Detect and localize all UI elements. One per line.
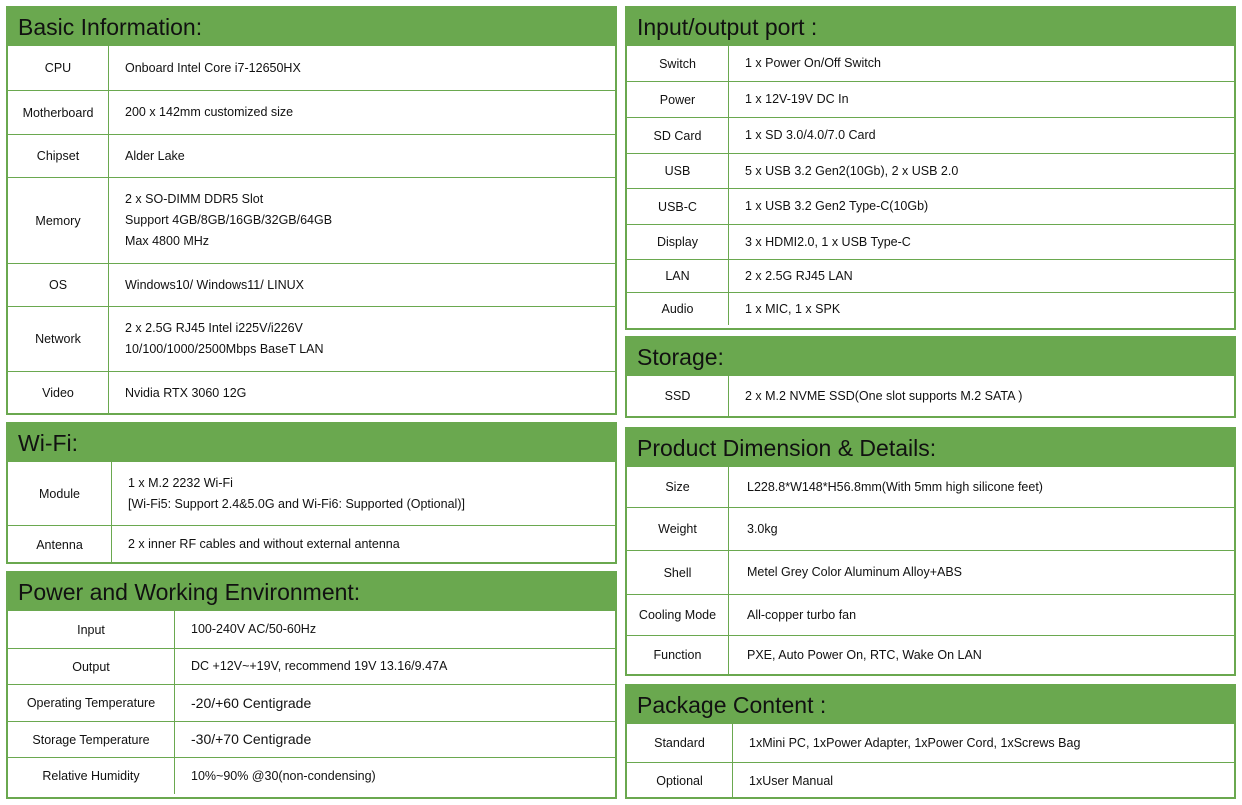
spec-row <box>627 467 1234 507</box>
wifi-title: Wi-Fi: <box>8 424 615 462</box>
spec-value-line: [Wi-Fi5: Support 2.4&5.0G and Wi-Fi6: Supported (Optional)] <box>128 496 465 511</box>
spec-row <box>8 611 615 648</box>
spec-row <box>627 550 1234 594</box>
spec-value <box>733 763 1234 799</box>
spec-label: Shell <box>627 551 729 594</box>
spec-label: Power <box>627 82 729 117</box>
product-dimension-section <box>625 427 1236 676</box>
spec-row <box>8 134 615 177</box>
spec-value <box>733 724 1234 762</box>
spec-value <box>729 636 1234 674</box>
spec-row <box>8 46 615 90</box>
spec-value <box>729 467 1234 507</box>
spec-value-line: Windows10/ Windows11/ LINUX <box>125 277 305 292</box>
spec-value-line: 1xUser Manual <box>749 773 834 788</box>
basic-information-title: Basic Information: <box>8 8 615 46</box>
spec-row <box>8 263 615 306</box>
spec-row <box>8 90 615 134</box>
spec-value <box>109 135 615 177</box>
spec-row <box>8 648 615 684</box>
storage-title: Storage: <box>627 338 1234 376</box>
spec-label: SSD <box>627 376 729 416</box>
package-content-table <box>627 724 1234 799</box>
spec-value <box>109 264 615 306</box>
spec-label: Function <box>627 636 729 674</box>
basic-information-table <box>8 46 615 414</box>
spec-value <box>729 260 1234 292</box>
spec-row <box>627 635 1234 674</box>
spec-label: Storage Temperature <box>8 722 175 757</box>
spec-value <box>729 595 1234 635</box>
spec-value-line: 10%~90% @30(non-condensing) <box>191 768 376 783</box>
spec-value-line: 2 x 2.5G RJ45 Intel i225V/i226V <box>125 321 303 335</box>
package-content-section <box>625 684 1236 799</box>
spec-value-line: PXE, Auto Power On, RTC, Wake On LAN <box>747 647 982 662</box>
spec-value-line: L228.8*W148*H56.8mm(With 5mm high silicone feet) <box>747 479 1043 494</box>
product-dimension-title: Product Dimension & Details: <box>627 429 1234 467</box>
spec-value-line: 2 x inner RF cables and without external antenna <box>128 537 400 551</box>
spec-label: Memory <box>8 178 109 263</box>
spec-label: Display <box>627 225 729 259</box>
spec-value <box>109 46 615 90</box>
spec-value-line: 3.0kg <box>747 521 778 536</box>
spec-value <box>175 758 615 794</box>
spec-label: Size <box>627 467 729 507</box>
spec-row <box>8 371 615 414</box>
wifi-table <box>8 462 615 563</box>
power-environment-section <box>6 571 617 799</box>
spec-row <box>627 188 1234 224</box>
power-environment-title: Power and Working Environment: <box>8 573 615 611</box>
spec-label: Audio <box>627 293 729 325</box>
spec-value-line: 1 x MIC, 1 x SPK <box>745 301 841 316</box>
spec-value-line: All-copper turbo fan <box>747 607 857 622</box>
spec-value-line: 10/100/1000/2500Mbps BaseT LAN <box>125 342 324 356</box>
spec-label: Motherboard <box>8 91 109 134</box>
spec-label: Standard <box>627 724 733 762</box>
spec-row <box>627 81 1234 117</box>
spec-row <box>8 306 615 371</box>
package-content-title: Package Content : <box>627 686 1234 724</box>
spec-label: Module <box>8 462 112 525</box>
spec-value-line: Alder Lake <box>125 148 185 163</box>
spec-value-line: Metel Grey Color Aluminum Alloy+ABS <box>747 565 963 579</box>
spec-label: Cooling Mode <box>627 595 729 635</box>
spec-row <box>627 117 1234 153</box>
wifi-section <box>6 422 617 564</box>
spec-row <box>627 594 1234 635</box>
io-port-section <box>625 6 1236 330</box>
spec-value <box>729 508 1234 550</box>
spec-value-line: 2 x 2.5G RJ45 LAN <box>745 268 853 283</box>
spec-value-line: Support 4GB/8GB/16GB/32GB/64GB <box>125 213 333 227</box>
spec-row <box>627 762 1234 799</box>
spec-value-line: Onboard Intel Core i7-12650HX <box>125 60 301 75</box>
spec-value <box>729 293 1234 325</box>
spec-label: Operating Temperature <box>8 685 175 721</box>
spec-value <box>175 611 615 648</box>
spec-row <box>8 684 615 721</box>
spec-row <box>8 757 615 794</box>
spec-row <box>627 153 1234 188</box>
spec-row <box>8 462 615 525</box>
spec-value <box>729 118 1234 153</box>
spec-label: Video <box>8 372 109 414</box>
spec-label: Chipset <box>8 135 109 177</box>
spec-value-line: Max 4800 MHz <box>125 234 210 248</box>
spec-value-line: -20/+60 Centigrade <box>191 694 312 711</box>
spec-label: LAN <box>627 260 729 292</box>
product-dimension-table <box>627 467 1234 674</box>
spec-label: Optional <box>627 763 733 799</box>
spec-value-line: 1 x M.2 2232 Wi-Fi <box>128 475 233 490</box>
spec-label: SD Card <box>627 118 729 153</box>
spec-label: Network <box>8 307 109 371</box>
spec-value <box>729 376 1234 416</box>
spec-value-line: 100-240V AC/50-60Hz <box>191 622 317 636</box>
spec-row <box>8 525 615 563</box>
spec-value-line: 200 x 142mm customized size <box>125 105 294 119</box>
spec-value <box>175 722 615 757</box>
spec-row <box>8 177 615 263</box>
spec-value-line: 2 x M.2 NVME SSD(One slot supports M.2 SATA ) <box>745 388 1023 403</box>
storage-table <box>627 376 1234 416</box>
spec-label: CPU <box>8 46 109 90</box>
io-port-title: Input/output port : <box>627 8 1234 46</box>
spec-value <box>729 46 1234 81</box>
spec-value <box>729 154 1234 188</box>
basic-information-section <box>6 6 617 415</box>
spec-row <box>627 292 1234 325</box>
spec-value <box>112 526 615 563</box>
io-port-table <box>627 46 1234 325</box>
spec-row <box>8 721 615 757</box>
spec-label: Antenna <box>8 526 112 563</box>
spec-value-line: 3 x HDMI2.0, 1 x USB Type-C <box>745 234 911 249</box>
spec-label: Output <box>8 649 175 684</box>
spec-row <box>627 46 1234 81</box>
spec-value-line: DC +12V~+19V, recommend 19V 13.16/9.47A <box>191 659 448 673</box>
spec-label: USB-C <box>627 189 729 224</box>
spec-row <box>627 259 1234 292</box>
spec-value-line: 1 x USB 3.2 Gen2 Type-C(10Gb) <box>745 199 929 213</box>
spec-value <box>729 551 1234 594</box>
spec-value <box>175 685 615 721</box>
spec-row <box>627 376 1234 416</box>
storage-section <box>625 336 1236 418</box>
spec-value <box>175 649 615 684</box>
spec-value-line: 2 x SO-DIMM DDR5 Slot <box>125 192 264 206</box>
spec-value-line: Nvidia RTX 3060 12G <box>125 385 247 400</box>
spec-value-line: 1 x Power On/Off Switch <box>745 56 881 70</box>
spec-value <box>729 82 1234 117</box>
spec-row <box>627 224 1234 259</box>
spec-label: Input <box>8 611 175 648</box>
spec-value <box>109 178 615 263</box>
spec-row <box>627 724 1234 762</box>
spec-value-line: 1xMini PC, 1xPower Adapter, 1xPower Cord, 1xScrews Bag <box>749 735 1081 750</box>
spec-value <box>112 462 615 525</box>
spec-label: Relative Humidity <box>8 758 175 794</box>
spec-label: OS <box>8 264 109 306</box>
spec-value <box>729 189 1234 224</box>
spec-label: Switch <box>627 46 729 81</box>
spec-value <box>109 372 615 414</box>
spec-value-line: 1 x SD 3.0/4.0/7.0 Card <box>745 128 876 142</box>
spec-value-line: 5 x USB 3.2 Gen2(10Gb), 2 x USB 2.0 <box>745 163 959 178</box>
power-environment-table <box>8 611 615 794</box>
spec-value-line: -30/+70 Centigrade <box>191 731 312 747</box>
spec-row <box>627 507 1234 550</box>
spec-value <box>729 225 1234 259</box>
spec-label: Weight <box>627 508 729 550</box>
spec-label: USB <box>627 154 729 188</box>
spec-value <box>109 91 615 134</box>
spec-value <box>109 307 615 371</box>
spec-value-line: 1 x 12V-19V DC In <box>745 92 849 106</box>
